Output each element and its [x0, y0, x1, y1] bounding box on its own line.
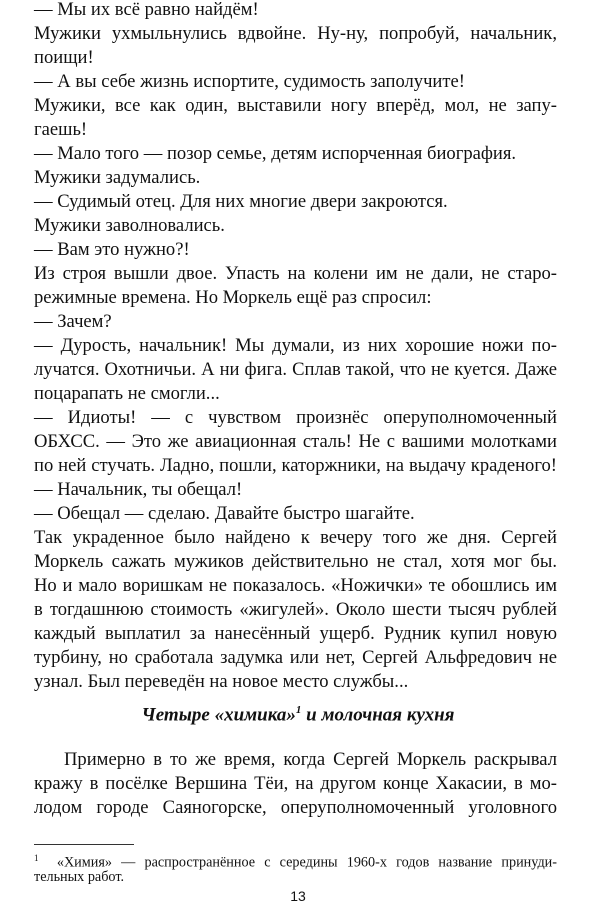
text-line: — Обещал — сделаю. Давайте быстро шагайте.: [34, 503, 415, 524]
footnote-line: тельных работ.: [34, 869, 125, 885]
text-line: поищи!: [34, 47, 94, 68]
text-line: Так украденное было найдено к вечеру того же дня. Сергей: [34, 527, 557, 548]
text-line: Мужики заволновались.: [34, 215, 225, 236]
text-line: — А вы себе жизнь испортите, судимость заполучите!: [34, 71, 465, 92]
text-line: — Мы их всё равно найдём!: [34, 0, 259, 20]
text-line: Но и мало воришкам не показалось. «Ножички» те обошлись им: [34, 575, 557, 596]
text-line: — Идиоты! — с чувством произнёс оперуполномоченный: [34, 407, 557, 428]
text-line: кражу в посёлке Вершина Тёи, на другом конце Хакасии, в мо-: [34, 773, 557, 794]
heading-tail: и молочная кухня: [301, 704, 455, 726]
section-heading: [0, 704, 596, 726]
footnote-reference: 1: [295, 704, 302, 716]
text-line: гаешь!: [34, 119, 88, 140]
text-line: Мужики задумались.: [34, 167, 201, 188]
text-line: ОБХСС. — Это же авиационная сталь! Не с вашими молотками: [34, 431, 557, 452]
text-line: Мужики, все как один, выставили ногу вперёд, мол, не запу-: [34, 95, 557, 116]
text-line: Мужики ухмыльнулись вдвойне. Ну-ну, попробуй, начальник,: [34, 23, 557, 44]
footnote-mark: 1: [34, 853, 39, 863]
text-line: лодом городе Саяногорске, оперуполномоченный уголовного: [34, 797, 557, 818]
text-line: — Судимый отец. Для них многие двери закроются.: [34, 191, 448, 212]
text-line: — Начальник, ты обещал!: [34, 479, 243, 500]
text-line: Моркель сажать мужиков действительно не стал, хотя мог бы.: [34, 551, 557, 572]
text-line: — Мало того — позор семье, детям испорченная биография.: [34, 143, 517, 164]
footnote-text: «Химия» — распространённое с середины 1960-х годов название принуди-: [56, 854, 557, 871]
text-line: — Вам это нужно?!: [34, 239, 190, 260]
footnote-divider: [34, 844, 134, 845]
text-line: по ней стучать. Ладно, пошли, каторжники, на выдачу краденого!: [34, 455, 557, 476]
text-line: каждый выплатил за нанесённый ущерб. Рудник купил новую: [34, 623, 557, 644]
text-line: турбину, но сработала задумка или нет, Сергей Альфредович не: [34, 647, 557, 668]
heading-text: Четыре «химика»: [141, 704, 296, 726]
text-line: лучатся. Охотничьи. А ни фига. Сплав такой, что не куется. Даже: [34, 359, 557, 380]
text-line: в тогдашнюю стоимость «жигулей». Около шести тысяч рублей: [34, 599, 557, 620]
text-line: поцарапать не смогли...: [34, 383, 220, 404]
text-line: Из строя вышли двое. Упасть на колени им не дали, не старо-: [34, 263, 557, 284]
text-line: — Дурость, начальник! Мы думали, из них хорошие ножи по-: [34, 335, 557, 356]
text-line: — Зачем?: [34, 311, 112, 332]
page-number: 13: [290, 888, 306, 904]
text-line: Примерно в то же время, когда Сергей Моркель раскрывал: [64, 749, 557, 770]
text-line: режимные времена. Но Моркель ещё раз спросил:: [34, 287, 432, 308]
text-line: узнал. Был переведён на новое место службы...: [34, 671, 409, 692]
